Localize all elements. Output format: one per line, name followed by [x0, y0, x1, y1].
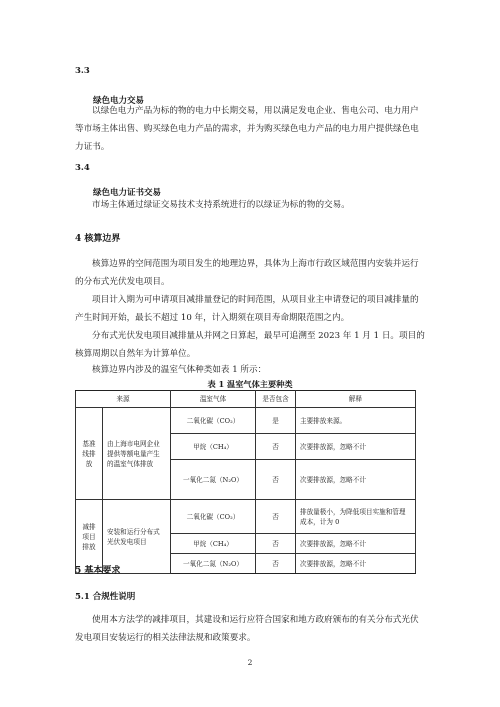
text-line: 核算边界内涉及的温室气体种类如表 1 所示：: [92, 365, 267, 375]
text-line: 发电项目安装运行的相关法律法规和政策要求。: [75, 633, 256, 643]
section-3-3-number: 3.3: [75, 66, 90, 76]
cell-included: 是: [256, 408, 296, 434]
cell-note: 主要排放来源。: [296, 408, 416, 434]
cell-gas: 甲烷（CH₄）: [171, 434, 256, 460]
header-included: 是否包含: [256, 391, 296, 408]
cell-note: 次要排放源，忽略不计: [296, 534, 416, 554]
group-project-source: 安装和运行分布式光伏发电项目: [103, 500, 171, 574]
section-4-title: 4 核算边界: [75, 234, 121, 244]
table-caption: 表 1 温室气体主要种类: [207, 379, 293, 389]
section-3-4-number: 3.4: [75, 163, 90, 173]
section-5-1-title: 5.1 合规性说明: [75, 592, 136, 602]
text-line: 项目计入期为可申请项目减排量登记的时间范围，从项目业主申请登记的项目减排量的: [92, 295, 419, 305]
table-row: [76, 500, 416, 534]
cell-included: 否: [256, 500, 296, 534]
header-gas: 温室气体: [171, 391, 256, 408]
text-line: 的分布式光伏发电项目。: [75, 277, 170, 287]
cell-gas: 二氧化碳（CO₂）: [171, 408, 256, 434]
text-line: 以绿色电力产品为标的物的电力中长期交易，用以满足发电企业、售电公司、电力用户: [92, 106, 419, 116]
cell-included: 否: [256, 460, 296, 500]
cell-gas: 二氧化碳（CO₂）: [171, 500, 256, 534]
text-line: 等市场主体出售、购买绿色电力产品的需求，并为购买绿色电力产品的电力用户提供绿色电: [75, 124, 419, 134]
section-4-paragraph-spatial: [75, 255, 435, 291]
section-4-paragraph-table-intro: [75, 361, 435, 379]
text-line: 分布式光伏发电项目减排量从并网之日算起，最早可追溯至 2023 年 1 月 1 日。项目的: [92, 331, 425, 341]
header-note: 解释: [296, 391, 416, 408]
table-row: [76, 408, 416, 434]
section-4-paragraph-period: [75, 291, 435, 327]
text-line: 核算边界的空间范围为项目发生的地理边界，具体为上海市行政区域范围内安装并运行: [92, 259, 419, 269]
cell-gas: 甲烷（CH₄）: [171, 534, 256, 554]
group-baseline-label: 基准线排放: [76, 408, 103, 500]
text-line: 力证书。: [75, 142, 110, 152]
section-5-title: 5 基本要求: [75, 566, 121, 576]
cell-note: 次要排放源，忽略不计: [296, 434, 416, 460]
text-line: 使用本方法学的减排项目，其建设和运行应符合国家和地方政府颁布的有关分布式光伏: [92, 615, 419, 625]
group-baseline-source: 由上海市电网企业提供等额电量产生的温室气体排放: [103, 408, 171, 500]
section-3-3-paragraph: [75, 102, 435, 156]
cell-note: 排放量极小，为降低项目实施和管理成本，计为 0: [296, 500, 416, 534]
section-5-1-paragraph: [75, 611, 435, 647]
section-3-4-paragraph: [75, 196, 435, 214]
header-source: 来源: [76, 391, 171, 408]
text-line: 产生时间开始，最长不超过 10 年，计入期须在项目寿命期限范围之内。: [75, 313, 350, 323]
section-4-paragraph-cycle: [75, 327, 435, 363]
greenhouse-gas-table: [75, 390, 416, 574]
cell-included: 否: [256, 554, 296, 574]
cell-gas: 一氧化二氮（N₂O）: [171, 460, 256, 500]
section-3-4-title: 绿色电力证书交易: [93, 188, 162, 198]
text-line: 市场主体通过绿证交易技术支持系统进行的以绿证为标的物的交易。: [92, 200, 350, 210]
text-line: 核算周期以自然年为计算单位。: [75, 349, 196, 359]
group-project-label: 减排项目排放: [76, 500, 103, 574]
table-header-row: [76, 391, 416, 408]
cell-note: 次要排放源，忽略不计: [296, 460, 416, 500]
cell-included: 否: [256, 434, 296, 460]
cell-included: 否: [256, 534, 296, 554]
section-3-3-title: 绿色电力交易: [93, 96, 145, 106]
cell-note: 次要排放源，忽略不计: [296, 554, 416, 574]
cell-gas: 一氧化二氮（N₂O）: [171, 554, 256, 574]
page-number: 2: [247, 658, 253, 667]
